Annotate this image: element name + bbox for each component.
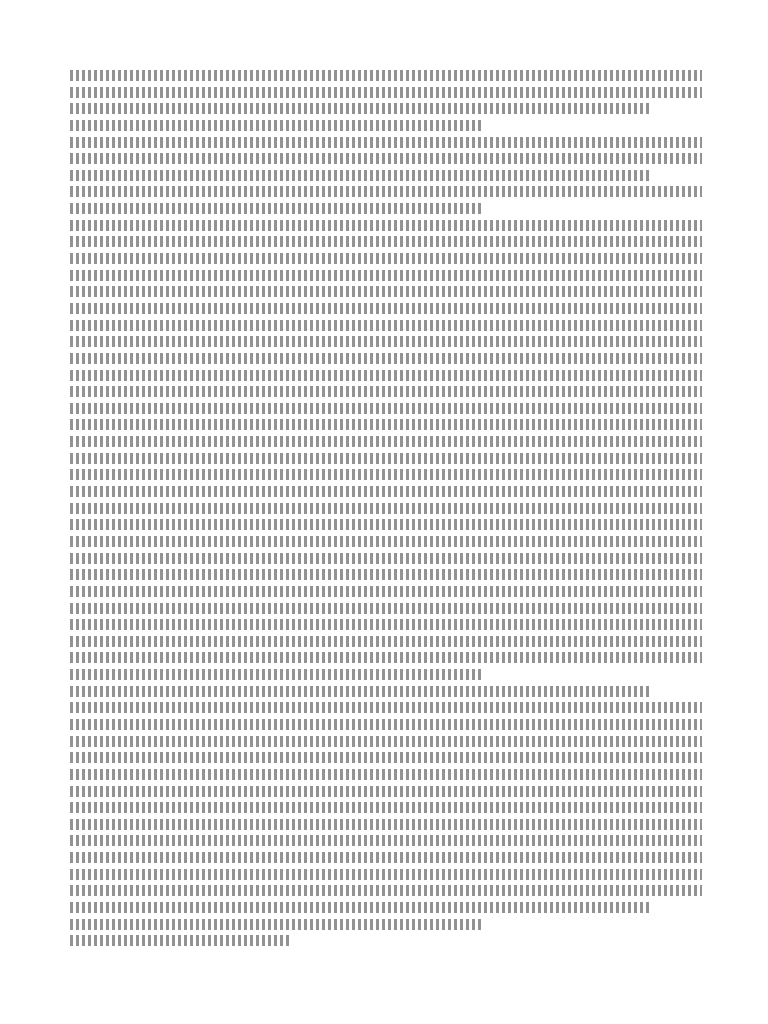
text-line	[70, 503, 702, 514]
text-line	[70, 686, 651, 697]
text-line	[70, 802, 702, 813]
text-line	[70, 170, 651, 181]
text-line	[70, 885, 702, 896]
text-line	[70, 103, 651, 114]
text-line	[70, 935, 291, 946]
text-line	[70, 652, 702, 663]
text-line	[70, 453, 702, 464]
text-line	[70, 636, 702, 647]
text-line	[70, 736, 702, 747]
text-line	[70, 719, 702, 730]
text-line	[70, 902, 651, 913]
text-line	[70, 619, 702, 630]
text-line	[70, 835, 702, 846]
text-line	[70, 320, 702, 331]
text-line	[70, 386, 702, 397]
text-line	[70, 370, 702, 381]
text-line	[70, 137, 702, 148]
text-line	[70, 353, 702, 364]
text-line	[70, 186, 702, 197]
text-line	[70, 236, 702, 247]
text-line	[70, 519, 702, 530]
text-line	[70, 286, 702, 297]
text-line	[70, 852, 702, 863]
text-line	[70, 419, 702, 430]
text-line	[70, 586, 702, 597]
text-line	[70, 569, 702, 580]
illegible-text-block	[70, 70, 702, 952]
text-line	[70, 153, 702, 164]
text-line	[70, 403, 702, 414]
text-line	[70, 819, 702, 830]
text-line	[70, 87, 702, 98]
text-line	[70, 203, 481, 214]
text-line	[70, 553, 702, 564]
text-line	[70, 603, 702, 614]
text-line	[70, 669, 481, 680]
text-line	[70, 436, 702, 447]
text-line	[70, 869, 702, 880]
text-line	[70, 336, 702, 347]
text-line	[70, 486, 702, 497]
text-line	[70, 70, 702, 81]
text-line	[70, 220, 702, 231]
text-line	[70, 270, 702, 281]
text-line	[70, 919, 481, 930]
text-line	[70, 303, 702, 314]
text-line	[70, 752, 702, 763]
text-line	[70, 769, 702, 780]
text-line	[70, 469, 702, 480]
text-line	[70, 536, 702, 547]
text-line	[70, 702, 702, 713]
text-line	[70, 120, 481, 131]
text-line	[70, 253, 702, 264]
text-line	[70, 786, 702, 797]
